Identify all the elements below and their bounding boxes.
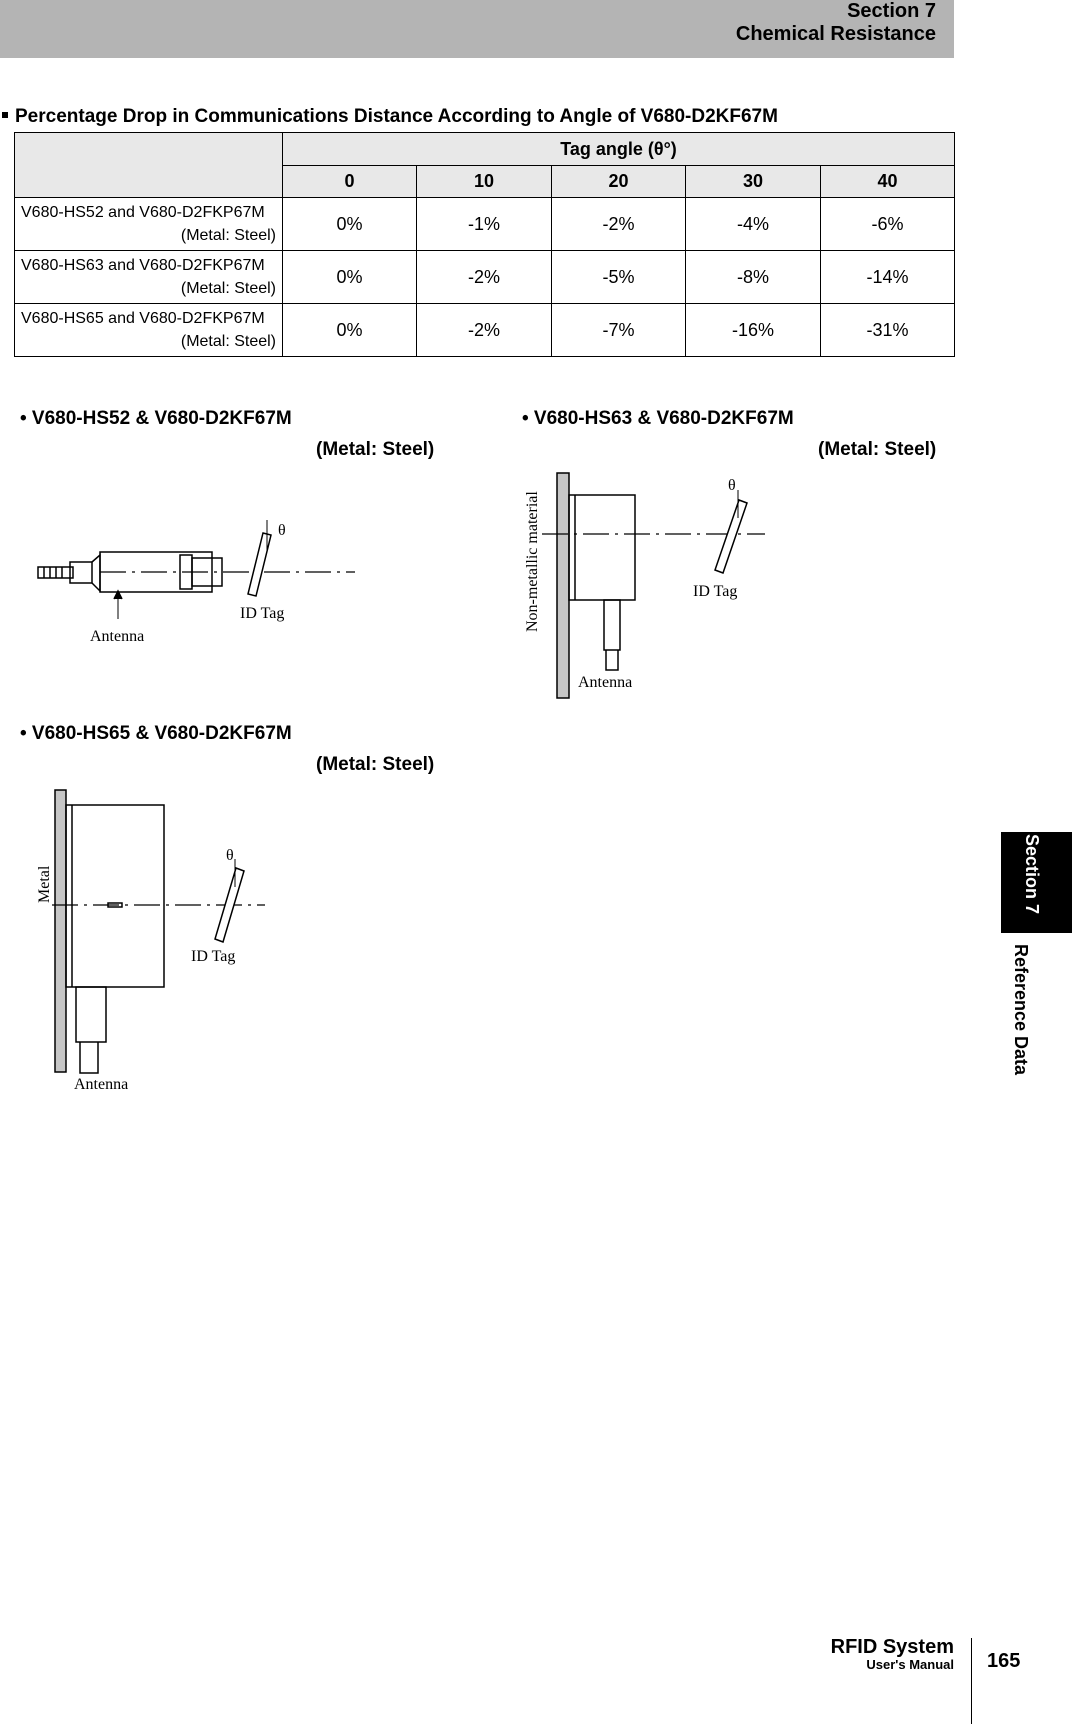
table-cell: -7% xyxy=(552,304,686,357)
diagram-1-subtitle: (Metal: Steel) xyxy=(316,439,435,460)
diagram-3-drawing xyxy=(30,785,270,1095)
table-row xyxy=(15,304,955,357)
diagram-2-title: • V680-HS63 & V680-D2KF67M xyxy=(522,408,794,429)
metal-plate xyxy=(55,790,66,1072)
diagram-3-title: • V680-HS65 & V680-D2KF67M xyxy=(20,723,292,744)
table-cell: -2% xyxy=(417,251,552,304)
tag-angle-header: Tag angle (θ°) xyxy=(283,133,955,166)
table-cell: -31% xyxy=(821,304,955,357)
distance-drop-table xyxy=(14,132,955,357)
table-cell: -2% xyxy=(417,304,552,357)
side-section-tab xyxy=(1001,832,1072,933)
header-section: Section 7 xyxy=(847,0,936,22)
antenna-label-3: Antenna xyxy=(74,1076,129,1093)
angle-header: 30 xyxy=(686,166,821,198)
table-cell: -6% xyxy=(821,198,955,251)
diagram-1-title: • V680-HS52 & V680-D2KF67M xyxy=(20,408,292,429)
table-cell: -14% xyxy=(821,251,955,304)
antenna-label-1: Antenna xyxy=(90,628,145,645)
id-tag-label-1: ID Tag xyxy=(240,605,285,622)
table-cell: -2% xyxy=(552,198,686,251)
id-tag-label-3: ID Tag xyxy=(191,948,236,965)
page-number: 165 xyxy=(987,1650,1021,1672)
footer-divider xyxy=(971,1638,972,1724)
antenna-label-2: Antenna xyxy=(578,674,633,691)
table-cell: 0% xyxy=(283,304,417,357)
theta-label-2: θ xyxy=(728,477,736,494)
side-reference-label: Reference Data xyxy=(1011,944,1031,1076)
side-section-label: Section 7 xyxy=(1022,834,1042,915)
table-cell: 0% xyxy=(283,198,417,251)
page-header xyxy=(0,0,954,58)
angle-header: 0 xyxy=(283,166,417,198)
table-section-title: Percentage Drop in Communications Distance According to Angle of V680-D2KF67M xyxy=(0,106,778,128)
theta-label-3: θ xyxy=(226,847,234,864)
angle-header: 40 xyxy=(821,166,955,198)
square-bullet-icon xyxy=(2,112,8,118)
diagram-2-subtitle: (Metal: Steel) xyxy=(818,439,937,460)
diagram-3-subtitle: (Metal: Steel) xyxy=(316,754,435,775)
diagram-2-drawing xyxy=(520,470,770,700)
table-cell: -4% xyxy=(686,198,821,251)
table-cell: 0% xyxy=(283,251,417,304)
diagram-1-drawing xyxy=(30,515,370,650)
footer-title: RFID System xyxy=(830,1636,954,1658)
table-corner-cell xyxy=(15,133,283,198)
angle-header: 20 xyxy=(552,166,686,198)
row-label: V680-HS63 and V680-D2FKP67M (Metal: Steel) xyxy=(15,251,283,304)
angle-header: 10 xyxy=(417,166,552,198)
table-cell: -5% xyxy=(552,251,686,304)
footer-subtitle: User's Manual xyxy=(866,1657,954,1672)
table-cell: -16% xyxy=(686,304,821,357)
id-tag-label-2: ID Tag xyxy=(693,583,738,600)
non-metallic-label: Non-metallic material xyxy=(524,491,541,632)
theta-label-1: θ xyxy=(278,522,286,539)
header-title: Chemical Resistance xyxy=(735,23,936,45)
row-label: V680-HS52 and V680-D2FKP67M (Metal: Steel) xyxy=(15,198,283,251)
non-metallic-plate xyxy=(557,473,569,698)
table-cell: -8% xyxy=(686,251,821,304)
table-row xyxy=(15,251,955,304)
table-header-row xyxy=(15,133,955,166)
row-label: V680-HS65 and V680-D2FKP67M (Metal: Steel) xyxy=(15,304,283,357)
metal-label: Metal xyxy=(36,865,53,903)
table-row xyxy=(15,198,955,251)
table-cell: -1% xyxy=(417,198,552,251)
